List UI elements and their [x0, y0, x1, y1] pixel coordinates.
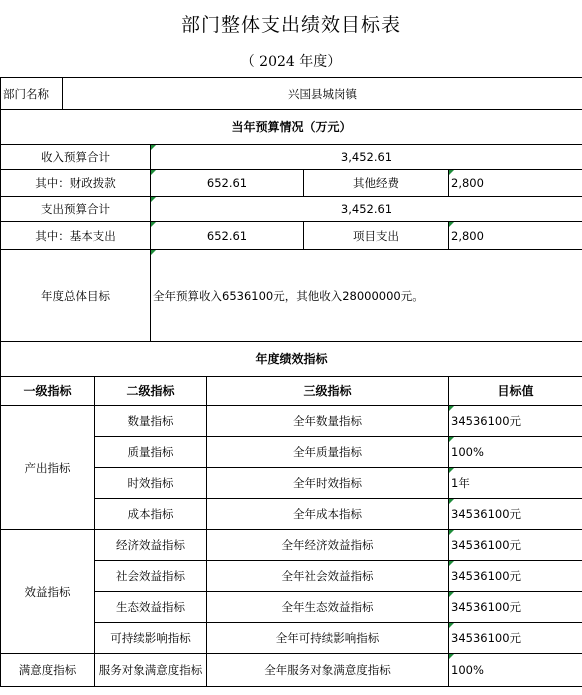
income-total-label: 收入预算合计: [1, 145, 151, 170]
target-cell[interactable]: 34536100元: [449, 530, 582, 561]
level3-cell: 全年成本指标: [207, 499, 449, 530]
target-cell[interactable]: 34536100元: [449, 592, 582, 623]
level3-cell: 全年经济效益指标: [207, 530, 449, 561]
level2-cell: 时效指标: [95, 468, 207, 499]
level3-cell: 全年时效指标: [207, 468, 449, 499]
target-cell[interactable]: 34536100元: [449, 406, 582, 437]
level3-cell: 全年生态效益指标: [207, 592, 449, 623]
target-cell[interactable]: 34536100元: [449, 623, 582, 654]
level3-cell: 全年可持续影响指标: [207, 623, 449, 654]
budget-heading: 当年预算情况（万元）: [1, 110, 582, 145]
basic-expense-value[interactable]: 652.61: [151, 222, 304, 250]
table-row: [1, 654, 582, 687]
col-level3-header: 三级指标: [207, 377, 449, 406]
target-cell[interactable]: 1年: [449, 468, 582, 499]
level3-cell: 全年质量指标: [207, 437, 449, 468]
fiscal-label: 其中：财政拨款: [1, 170, 151, 197]
table-row: [1, 530, 582, 561]
indicators-heading: 年度绩效指标: [1, 342, 582, 377]
target-cell[interactable]: 100%: [449, 654, 582, 687]
project-expense-value[interactable]: 2,800: [449, 222, 582, 250]
col-level2-header: 二级指标: [95, 377, 207, 406]
level2-cell: 社会效益指标: [95, 561, 207, 592]
target-cell[interactable]: 34536100元: [449, 561, 582, 592]
basic-expense-label: 其中：基本支出: [1, 222, 151, 250]
level2-cell: 服务对象满意度指标: [95, 654, 207, 687]
other-funds-value[interactable]: 2,800: [449, 170, 582, 197]
expense-total-value[interactable]: 3,452.61: [151, 197, 582, 222]
dept-name-value[interactable]: 兴国县城岗镇: [63, 78, 582, 110]
level2-cell: 成本指标: [95, 499, 207, 530]
table-title: 部门整体支出绩效目标表: [180, 13, 401, 36]
income-total-value[interactable]: 3,452.61: [151, 145, 582, 170]
dept-name-label: 部门名称: [1, 78, 63, 110]
target-cell[interactable]: 34536100元: [449, 499, 582, 530]
col-level1-header: 一级指标: [1, 377, 95, 406]
other-funds-label: 其他经费: [304, 170, 449, 197]
level3-cell: 全年数量指标: [207, 406, 449, 437]
table-row: [1, 406, 582, 437]
fiscal-value[interactable]: 652.61: [151, 170, 304, 197]
level1-benefit: 效益指标: [1, 530, 95, 654]
project-expense-label: 项目支出: [304, 222, 449, 250]
annual-goal-text[interactable]: 全年预算收入6536100元，其他收入28000000元。: [151, 250, 582, 342]
level2-cell: 经济效益指标: [95, 530, 207, 561]
level1-output: 产出指标: [1, 406, 95, 530]
expense-total-label: 支出预算合计: [1, 197, 151, 222]
annual-goal-label: 年度总体目标: [1, 250, 151, 342]
performance-target-table: [0, 77, 582, 687]
fiscal-year: （ 2024 年度）: [240, 54, 342, 70]
target-cell[interactable]: 100%: [449, 437, 582, 468]
level2-cell: 可持续影响指标: [95, 623, 207, 654]
level3-cell: 全年服务对象满意度指标: [207, 654, 449, 687]
level2-cell: 生态效益指标: [95, 592, 207, 623]
level2-cell: 数量指标: [95, 406, 207, 437]
level3-cell: 全年社会效益指标: [207, 561, 449, 592]
col-target-header: 目标值: [449, 377, 582, 406]
level2-cell: 质量指标: [95, 437, 207, 468]
level1-satisfaction: 满意度指标: [1, 654, 95, 687]
